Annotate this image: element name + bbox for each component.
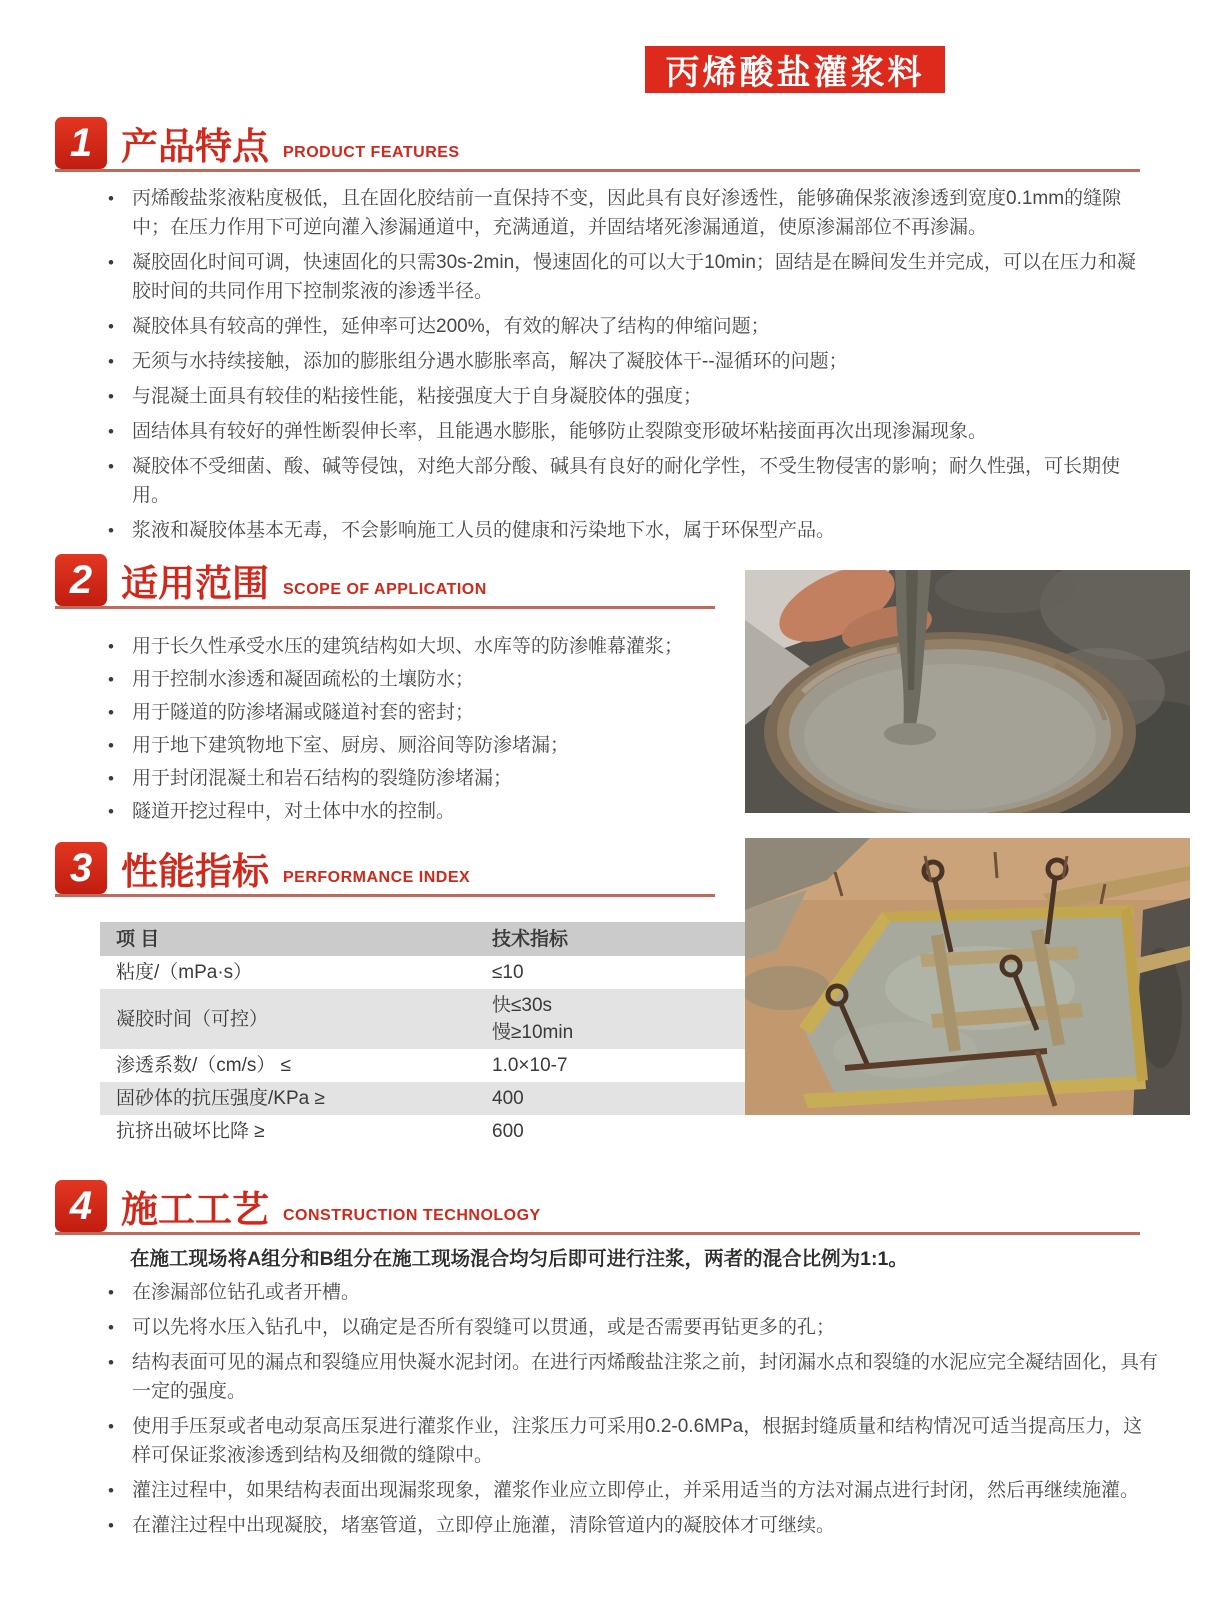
section4-number-badge: 4 <box>55 1180 107 1232</box>
construction-intro: 在施工现场将A组分和B组分在施工现场混合均匀后即可进行注浆，两者的混合比例为1:1。 <box>130 1248 908 1270</box>
feature-item: • 浆液和凝胶体基本无毒，不会影响施工人员的健康和污染地下水，属于环保型产品。 <box>100 516 1145 545</box>
table-row <box>100 1049 750 1082</box>
feature-item: • 固结体具有较好的弹性断裂伸长率，且能遇水膨胀，能够防止裂隙变形破坏粘接面再次出现渗漏现象。 <box>100 417 1145 446</box>
section4-title-en: CONSTRUCTION TECHNOLOGY <box>283 1207 541 1224</box>
table-row <box>100 989 750 1049</box>
scope-item: • 用于隧道的防渗堵漏或隧道衬套的密封； <box>100 698 730 727</box>
section3-title-en: PERFORMANCE INDEX <box>283 869 471 886</box>
concrete-formwork-illustration <box>745 838 1190 1115</box>
section1-number-badge: 1 <box>55 117 107 169</box>
section2-title-cn: 适用范围 <box>121 563 269 604</box>
spec-value: 600 <box>492 1121 524 1142</box>
section1-title-en: PRODUCT FEATURES <box>283 144 460 161</box>
feature-item: • 无须与水持续接触，添加的膨胀组分遇水膨胀率高，解决了凝胶体干--湿循环的问题； <box>100 347 1145 376</box>
scope-item: • 用于控制水渗透和凝固疏松的土壤防水； <box>100 665 730 694</box>
table-row <box>100 956 750 989</box>
grout-mixing-photo <box>745 570 1190 813</box>
table-row <box>100 1082 750 1115</box>
construction-step: • 使用手压泵或者电动泵高压泵进行灌浆作业，注浆压力可采用0.2-0.6MPa，根据封缝质量和结构情况可适当提高压力，这样可保证浆液渗透到结构及细微的缝隙中。 <box>100 1412 1160 1470</box>
feature-item: • 凝胶体具有较高的弹性，延伸率可达200%，有效的解决了结构的伸缩问题； <box>100 312 1145 341</box>
spec-item: 固砂体的抗压强度/KPa ≥ <box>100 1082 476 1115</box>
scope-item: • 用于封闭混凝土和岩石结构的裂缝防渗堵漏； <box>100 764 730 793</box>
section2-title-en: SCOPE OF APPLICATION <box>283 581 487 598</box>
spec-value: 1.0×10-7 <box>492 1055 568 1076</box>
section3-title-cn: 性能指标 <box>121 851 269 892</box>
construction-step: • 结构表面可见的漏点和裂缝应用快凝水泥封闭。在进行丙烯酸盐注浆之前，封闭漏水点和裂缝的水泥应完全凝结固化，具有一定的强度。 <box>100 1348 1160 1406</box>
table-header-item: 项 目 <box>100 922 476 956</box>
feature-item: • 丙烯酸盐浆液粘度极低，且在固化胶结前一直保持不变，因此具有良好渗透性，能够确保浆液渗透到宽度0.1mm的缝隙中；在压力作用下可逆向灌入渗漏通道中，充满通道，并固结堵死渗漏通道，使原渗漏部位不再渗漏。 <box>100 184 1145 242</box>
spec-value <box>476 989 750 1049</box>
construction-step: • 在灌注过程中出现凝胶，堵塞管道，立即停止施灌，清除管道内的凝胶体才可继续。 <box>100 1511 1160 1540</box>
spec-item: 抗挤出破坏比降 ≥ <box>116 1121 265 1142</box>
feature-item: • 凝胶体不受细菌、酸、碱等侵蚀，对绝大部分酸、碱具有良好的耐化学性，不受生物侵害的影响；耐久性强，可长期使用。 <box>100 452 1145 510</box>
product-title-banner: 丙烯酸盐灌浆料 <box>645 46 945 93</box>
construction-steps-list <box>100 1278 1160 1546</box>
section1-header <box>55 116 1140 172</box>
section1-title-cn: 产品特点 <box>121 126 269 167</box>
scope-item: • 用于长久性承受水压的建筑结构如大坝、水库等的防渗帷幕灌浆； <box>100 632 730 661</box>
section4-title-cn: 施工工艺 <box>121 1189 269 1230</box>
construction-step: • 灌注过程中，如果结构表面出现漏浆现象，灌浆作业应立即停止，并采用适当的方法对漏点进行封闭，然后再继续施灌。 <box>100 1476 1160 1505</box>
scope-item: • 用于地下建筑物地下室、厨房、厕浴间等防渗堵漏； <box>100 731 730 760</box>
feature-item: • 与混凝土面具有较佳的粘接性能，粘接强度大于自身凝胶体的强度； <box>100 382 1145 411</box>
section2-header <box>55 553 715 609</box>
section4-header <box>55 1179 1140 1235</box>
scope-item: • 隧道开挖过程中，对土体中水的控制。 <box>100 797 730 826</box>
feature-item: • 凝胶固化时间可调，快速固化的只需30s-2min，慢速固化的可以大于10min；固结是在瞬间发生并完成，可以在压力和凝胶时间的共同作用下控制浆液的渗透半径。 <box>100 248 1145 306</box>
grout-mixing-illustration <box>745 570 1190 813</box>
spec-value-line: 慢≥10min <box>492 1022 574 1043</box>
spec-value: 400 <box>476 1082 750 1115</box>
spec-value: ≤10 <box>492 962 524 983</box>
table-header-value: 技术指标 <box>476 922 750 956</box>
concrete-formwork-photo <box>745 838 1190 1115</box>
spec-item: 渗透系数/（cm/s） ≤ <box>116 1055 292 1076</box>
spec-item: 粘度/（mPa·s） <box>116 962 253 983</box>
application-scope-list <box>100 632 730 830</box>
section3-number-badge: 3 <box>55 842 107 894</box>
section3-header <box>55 841 715 897</box>
table-row <box>100 1115 750 1148</box>
performance-index-table <box>100 922 750 1148</box>
spec-item: 凝胶时间（可控） <box>100 989 476 1049</box>
product-features-list <box>100 184 1145 551</box>
section2-number-badge: 2 <box>55 554 107 606</box>
spec-value-line: 快≤30s <box>492 995 553 1016</box>
construction-step: • 可以先将水压入钻孔中，以确定是否所有裂缝可以贯通，或是否需要再钻更多的孔； <box>100 1313 1160 1342</box>
construction-step: • 在渗漏部位钻孔或者开槽。 <box>100 1278 1160 1307</box>
table-header-row <box>100 922 750 956</box>
